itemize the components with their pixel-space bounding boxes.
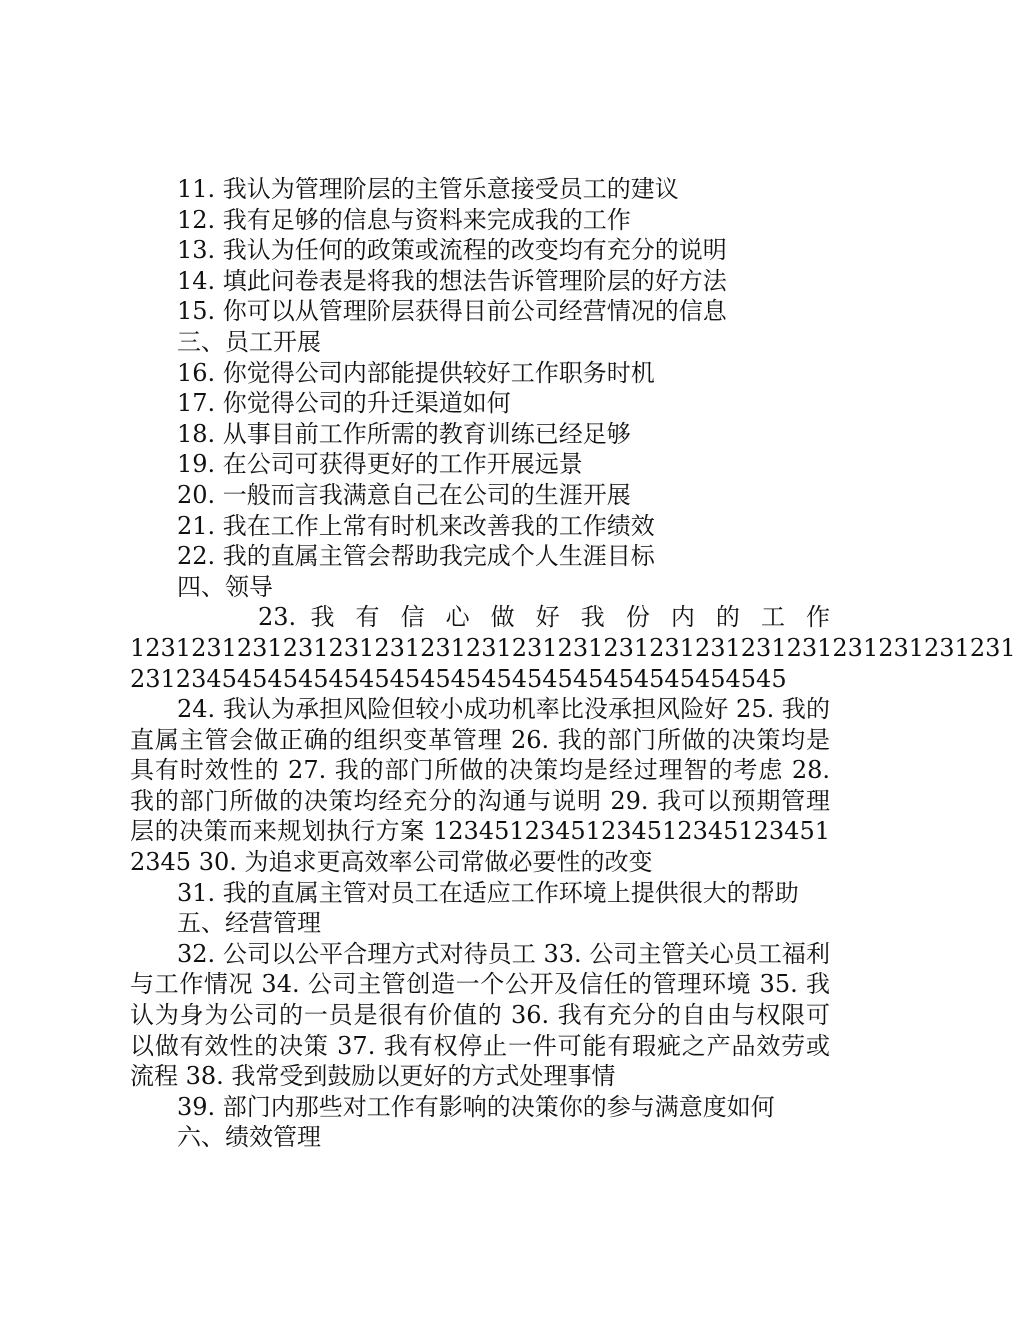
question-item: 18. 从事目前工作所需的教育训练已经足够: [177, 419, 631, 448]
question-item: 17. 你觉得公司的升迁渠道如何: [177, 389, 511, 418]
question-paragraph-32-38: 32. 公司以公平合理方式对待员工 33. 公司主管关心员工福利与工作情况 34. 公司主管创造一个公开及信任的管理环境 35. 我认为身为公司的一员是很有价值的 36. 我有充分的自由与权限可以做有效性的决策 37. 我有权停止一件可能有瑕疵之产品效劳或流程 38. 我常受到鼓励以更好的方式处理事情: [130, 939, 830, 1091]
section-heading-6: 六、绩效管理: [177, 1123, 321, 1152]
question-item: 15. 你可以从管理阶层获得目前公司经营情况的信息: [177, 297, 727, 326]
question-item: 11. 我认为管理阶层的主管乐意接受员工的建议: [177, 175, 679, 203]
question-item: 22. 我的直属主管会帮助我完成个人生涯目标: [177, 542, 655, 571]
question-item: 14. 填此问卷表是将我的想法告诉管理阶层的好方法: [177, 266, 727, 295]
question-item: 20. 一般而言我满意自己在公司的生涯开展: [177, 480, 631, 509]
section-heading-4: 四、领导: [177, 572, 273, 601]
question-item: 16. 你觉得公司内部能提供较好工作职务时机: [177, 358, 655, 387]
section-heading-3: 三、员工开展: [177, 327, 321, 356]
question-item: 21. 我在工作上常有时机来改善我的工作绩效: [177, 511, 655, 540]
question-item: 12. 我有足够的信息与资料来完成我的工作: [177, 205, 631, 234]
question-item: 19. 在公司可获得更好的工作开展远景: [177, 450, 583, 479]
question-paragraph-24-30: 24. 我认为承担风险但较小成功机率比没承担风险好 25. 我的直属主管会做正确的组织变革管理 26. 我的部门所做的决策均是具有时效性的 27. 我的部门所做的决策均是经过理智的考虑 28. 我的部门所做的决策均经充分的沟通与说明 29. 我可以预期管理层的决策而来规划执行方案 123451234512345123451234512345 30. 为追求更高效率公司常做必要性的改变: [130, 695, 830, 877]
section-heading-5: 五、经营管理: [177, 909, 321, 938]
question-item: 13. 我认为任何的政策或流程的改变均有充分的说明: [177, 236, 727, 265]
score-digits: 1231231231231231231231231231231231231231231231231231231231: [130, 633, 1016, 662]
question-item-23: 23. 我 有 信 心 做 好 我 份 内 的 工 作: [258, 603, 830, 632]
document-body: [130, 174, 1016, 1153]
question-item-31: 31. 我的直属主管对员工在适应工作环境上提供很大的帮助: [177, 878, 799, 907]
score-digits: 2312345454545454545454545454545454545454545: [130, 664, 787, 693]
question-item-39: 39. 部门内那些对工作有影响的决策你的参与满意度如何: [177, 1092, 775, 1121]
